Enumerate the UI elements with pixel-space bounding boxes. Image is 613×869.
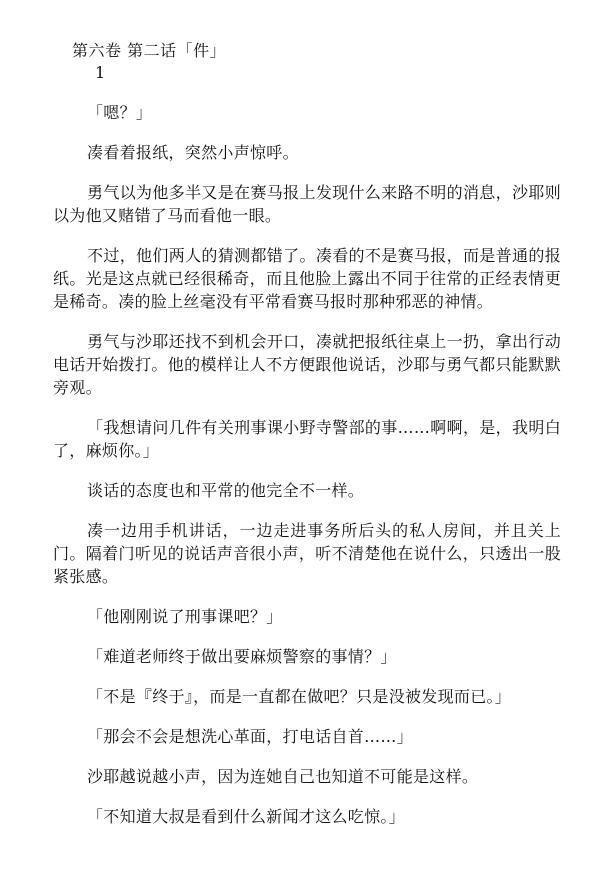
paragraph: 「他刚刚说了刑事课吧？」	[87, 607, 283, 626]
chapter-title: 第六卷 第二话「件」	[72, 41, 227, 60]
paragraph: 「我想请问几件有关刑事课小野寺警部的事……啊啊，是，我明白了，麻烦你。」	[53, 418, 561, 460]
paragraph: 不过，他们两人的猜测都错了。凑看的不是赛马报，而是普通的报纸。光是这点就已经很稀奇，而且他脸上露出不同于往常的正经表情更是稀奇。凑的脸上丝毫没有平常看赛马报时那种邪恶的神情。	[53, 246, 561, 311]
paragraph: 「不知道大叔是看到什么新闻才这么吃惊。」	[87, 807, 406, 826]
paragraph: 凑看着报纸，突然小声惊呼。	[87, 143, 299, 162]
paragraph: 谈话的态度也和平常的他完全不一样。	[87, 481, 365, 500]
body-text	[53, 101, 561, 828]
paragraph: 「嗯？」	[87, 103, 153, 122]
paragraph: 「那会不会是想洗心革面，打电话自首……」	[87, 727, 414, 746]
paragraph: 凑一边用手机讲话，一边走进事务所后头的私人房间，并且关上门。隔着门听见的说话声音很小声，听不清楚他在说什么，只透出一股紧张感。	[53, 521, 561, 586]
document-page	[53, 40, 561, 845]
section-number: 1	[95, 63, 106, 82]
paragraph: 勇气以为他多半又是在赛马报上发现什么来路不明的消息，沙耶则以为他又赌错了马而看他一眼。	[53, 183, 561, 225]
paragraph: 「难道老师终于做出要麻烦警察的事情？」	[87, 647, 397, 666]
paragraph: 沙耶越说越小声，因为连她自己也知道不可能是这样。	[87, 767, 479, 786]
paragraph: 「不是『终于』，而是一直都在做吧？只是没被发现而已。」	[87, 687, 512, 706]
paragraph: 勇气与沙耶还找不到机会开口，凑就把报纸往桌上一扔，拿出行动电话开始拨打。他的模样让人不方便跟他说话，沙耶与勇气都只能默默旁观。	[53, 332, 561, 397]
